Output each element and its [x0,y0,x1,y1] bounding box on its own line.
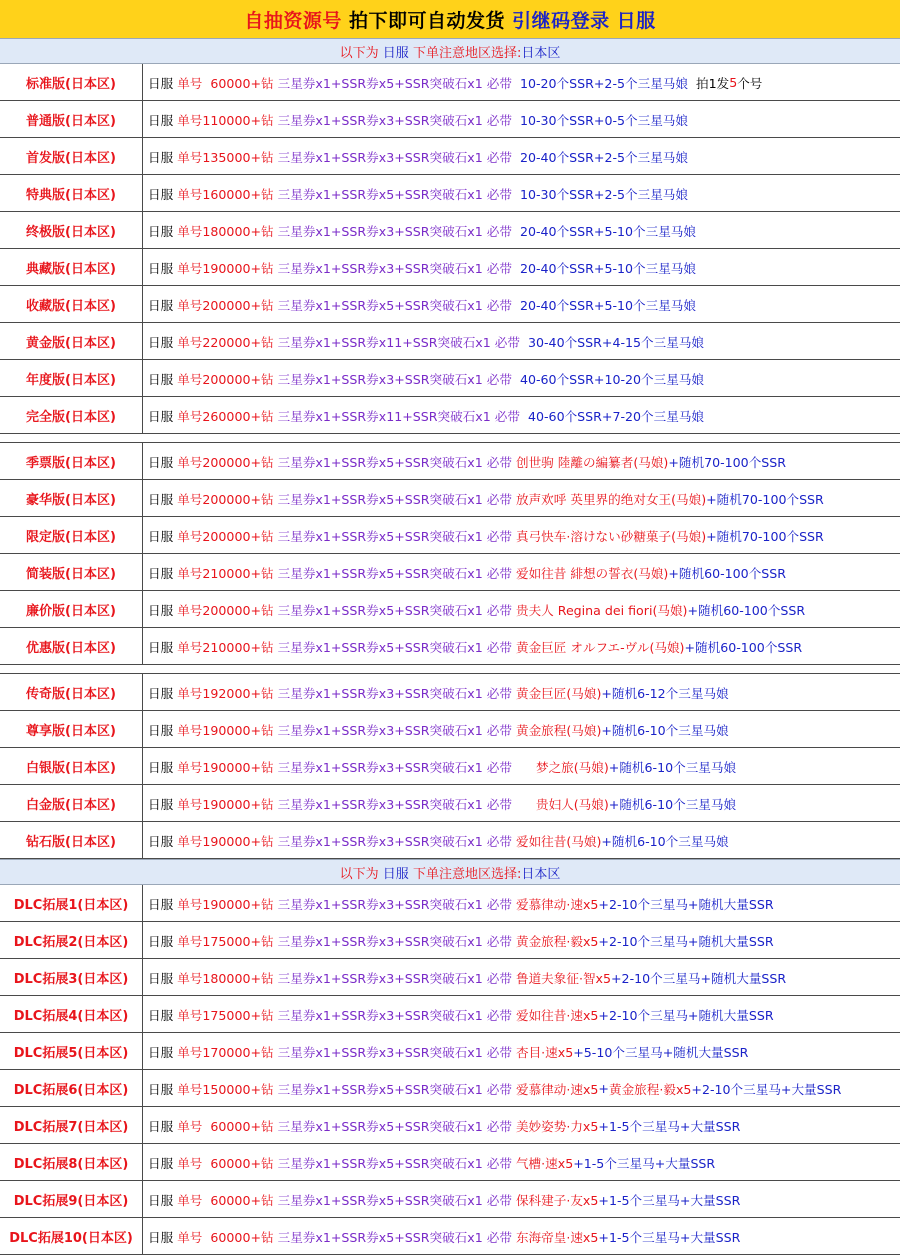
text-segment: 真弓快车·溶けない砂糖菓子(马娘) [515,528,707,544]
edition-name: 黄金版(日本区) [0,323,143,359]
text-segment: 必带 [486,639,516,655]
edition-description [143,591,900,627]
table-row [0,885,900,922]
table-row [0,101,900,138]
text-segment: 日服 [148,1155,178,1171]
text-segment: 必带 [486,1118,516,1134]
text-segment: 日服 [148,1192,178,1208]
text-segment: 日服 [148,833,178,849]
table-row [0,674,900,711]
edition-description [143,885,900,921]
text-segment: +随机6-10个三星马娘 [608,796,737,812]
table-row [0,286,900,323]
text-segment: 日服 [148,602,178,618]
text-segment: 必带 [486,297,520,313]
text-segment: 创世驹 陸離の編纂者(马娘) [515,454,669,470]
edition-name: 季票版(日本区) [0,443,143,479]
edition-name: 廉价版(日本区) [0,591,143,627]
text-segment: 爱慕律动·速x5 [515,896,599,912]
text-segment: +随机70-100个SSR [668,454,787,470]
text-segment: 鲁道夫象征·智x5 [515,970,611,986]
table-row [0,175,900,212]
edition-description [143,922,900,958]
text-segment: 日服 [148,933,178,949]
text-segment: 日服 [148,1081,178,1097]
text-segment: 日服 [148,722,178,738]
edition-description [143,554,900,590]
text-segment: 单号190000+钻 [177,796,278,812]
text-segment: 单号150000+钻 [177,1081,278,1097]
text-segment: 气槽·速x5 [515,1155,574,1171]
text-segment: 必带 [486,1081,516,1097]
table-row [0,996,900,1033]
text-segment: 必带 [486,602,516,618]
text-segment: 爱如往昔 緋想の誓衣(马娘) [515,565,669,581]
text-segment: 放声欢呼 英里界的绝对女王(马娘) [515,491,707,507]
edition-name: 优惠版(日本区) [0,628,143,664]
text-segment: 必带 [486,685,516,701]
edition-description [143,101,900,137]
text-segment: 日服 [148,896,178,912]
text-segment: 单号180000+钻 [177,223,278,239]
text-segment: 日服 [148,1007,178,1023]
text-segment: 单号210000+钻 [177,565,278,581]
text-segment: 梦之旅(马娘) [535,759,609,775]
text-segment: 三星券x1+SSR券x5+SSR突破石x1 [277,565,487,581]
text-segment: 必带 [486,149,520,165]
table-row [0,554,900,591]
text-segment: 必带 [486,970,516,986]
text-segment: 爱如往昔·速x5 [515,1007,599,1023]
edition-name: DLC拓展9(日本区) [0,1181,143,1217]
text-segment: 单号200000+钻 [177,371,278,387]
text-segment: 三星券x1+SSR券x5+SSR突破石x1 [277,75,487,91]
group-divider [0,665,900,674]
edition-name: 白银版(日本区) [0,748,143,784]
text-segment: 自抽资源号 [244,9,349,32]
text-segment: +随机6-12个三星马娘 [601,685,729,701]
text-segment: 必带 [494,334,528,350]
table-row [0,443,900,480]
text-segment: 拍下即可自动发货 [348,9,513,32]
table-row [0,360,900,397]
text-segment: 20-40个SSR+5-10个三星马娘 [519,260,696,276]
text-segment: 必带 [486,759,536,775]
text-segment: 日服 [148,1229,178,1245]
table-row [0,1107,900,1144]
edition-name: DLC拓展4(日本区) [0,996,143,1032]
text-segment: 日服 [148,260,178,276]
text-segment: 40-60个SSR+7-20个三星马娘 [527,408,705,424]
text-segment: 单号175000+钻 [177,933,278,949]
text-segment: 必带 [486,528,516,544]
text-segment: 日服 [148,186,178,202]
text-segment: 单号200000+钻 [177,491,278,507]
text-segment: +1-5个三星马+大量SSR [598,1118,741,1134]
text-segment: 黄金旅程(马娘) [515,722,602,738]
text-segment: 5 [729,74,738,90]
text-segment: 40-60个SSR+10-20个三星马娘 [519,371,705,387]
text-segment: 单号192000+钻 [177,685,278,701]
edition-name: 白金版(日本区) [0,785,143,821]
table-row [0,1070,900,1107]
edition-name: 传奇版(日本区) [0,674,143,710]
table-row [0,64,900,101]
text-segment: 日服 [148,528,178,544]
text-segment: 必带 [486,223,520,239]
text-segment: 三星券x1+SSR券x3+SSR突破石x1 [277,371,487,387]
edition-description [143,822,900,858]
edition-description [143,286,900,322]
edition-name: 完全版(日本区) [0,397,143,433]
text-segment: 单号180000+钻 [177,970,278,986]
text-segment: 三星券x1+SSR券x3+SSR突破石x1 [277,722,487,738]
text-segment: 日服 [148,149,178,165]
edition-description [143,996,900,1032]
edition-description [143,443,900,479]
edition-name: 尊享版(日本区) [0,711,143,747]
text-segment: 三星券x1+SSR券x3+SSR突破石x1 [277,112,487,128]
text-segment: 日服 [148,454,178,470]
text-segment: + [598,1080,609,1096]
text-segment: 10-30个SSR+0-5个三星马娘 [519,112,688,128]
text-segment: 三星券x1+SSR券x3+SSR突破石x1 [277,933,487,949]
table-row [0,323,900,360]
text-segment: 单号 60000+钻 [177,1192,278,1208]
text-segment: 东海帝皇·速x5 [515,1229,599,1245]
text-segment: 三星券x1+SSR券x3+SSR突破石x1 [277,685,487,701]
text-segment: 黄金旅程·毅x5 [608,1081,692,1097]
text-segment: 美妙姿势·力x5 [515,1118,599,1134]
text-segment: 必带 [486,896,516,912]
text-segment: 三星券x1+SSR券x5+SSR突破石x1 [277,1229,487,1245]
edition-name: 年度版(日本区) [0,360,143,396]
edition-name: 钻石版(日本区) [0,822,143,858]
text-segment: 单号190000+钻 [177,896,278,912]
edition-description [143,674,900,710]
table-row [0,1144,900,1181]
text-segment: 单号175000+钻 [177,1007,278,1023]
edition-description [143,1144,900,1180]
text-segment: 单号170000+钻 [177,1044,278,1060]
edition-name: 普通版(日本区) [0,101,143,137]
text-segment: 单号160000+钻 [177,186,278,202]
table-row [0,249,900,286]
text-segment: +随机6-10个三星马娘 [608,759,737,775]
edition-description [143,397,900,433]
text-segment: 必带 [486,454,516,470]
text-segment: 三星券x1+SSR券x11+SSR突破石x1 [277,334,495,350]
text-segment: 以下为 [339,45,383,61]
edition-name: 简装版(日本区) [0,554,143,590]
edition-name: DLC拓展6(日本区) [0,1070,143,1106]
text-segment: +随机60-100个SSR [684,639,803,655]
text-segment: 三星券x1+SSR券x11+SSR突破石x1 [277,408,495,424]
edition-description [143,64,900,100]
text-segment: 必带 [486,1192,516,1208]
text-segment: 必带 [486,722,516,738]
text-segment: 单号200000+钻 [177,454,278,470]
text-segment: 三星券x1+SSR券x3+SSR突破石x1 [277,796,487,812]
edition-description [143,1070,900,1106]
edition-name: 终极版(日本区) [0,212,143,248]
group-divider [0,434,900,443]
edition-name: 特典版(日本区) [0,175,143,211]
text-segment: 日服 [148,371,178,387]
text-segment: 必带 [486,565,516,581]
text-segment: +2-10个三星马+随机大量SSR [598,896,774,912]
text-segment: 三星券x1+SSR券x3+SSR突破石x1 [277,833,487,849]
text-segment: +1-5个三星马+大量SSR [573,1155,716,1171]
text-segment: 必带 [486,186,520,202]
text-segment: 三星券x1+SSR券x3+SSR突破石x1 [277,759,487,775]
text-segment: 20-40个SSR+5-10个三星马娘 [519,297,696,313]
text-segment: +随机60-100个SSR [668,565,787,581]
text-segment: +2-10个三星马+随机大量SSR [598,1007,774,1023]
edition-description [143,480,900,516]
text-segment: 三星券x1+SSR券x5+SSR突破石x1 [277,491,487,507]
edition-description [143,517,900,553]
edition-name: DLC拓展2(日本区) [0,922,143,958]
table-row [0,1218,900,1255]
edition-name: DLC拓展8(日本区) [0,1144,143,1180]
text-segment: 爱如往昔(马娘) [515,833,602,849]
text-segment: 必带 [486,1155,516,1171]
text-segment: +1-5个三星马+大量SSR [598,1192,741,1208]
text-segment: +1-5个三星马+大量SSR [598,1229,741,1245]
text-segment: 日服 [148,297,178,313]
text-segment: 日服 [148,408,178,424]
edition-description [143,748,900,784]
text-segment: 三星券x1+SSR券x5+SSR突破石x1 [277,1155,487,1171]
text-segment: 三星券x1+SSR券x5+SSR突破石x1 [277,1118,487,1134]
text-segment: 杏目·速x5 [515,1044,574,1060]
text-segment: 贵妇人(马娘) [535,796,609,812]
text-segment: 三星券x1+SSR券x5+SSR突破石x1 [277,1081,487,1097]
text-segment: 三星券x1+SSR券x3+SSR突破石x1 [277,260,487,276]
text-segment: +5-10个三星马+随机大量SSR [573,1044,749,1060]
text-segment: 单号190000+钻 [177,759,278,775]
title-text [244,6,655,33]
table-row [0,517,900,554]
text-segment: 三星券x1+SSR券x3+SSR突破石x1 [277,1044,487,1060]
text-segment: 三星券x1+SSR券x5+SSR突破石x1 [277,1192,487,1208]
edition-description [143,212,900,248]
text-segment: 必带 [486,491,516,507]
text-segment: +随机70-100个SSR [706,491,824,507]
text-segment: 日服 [148,639,178,655]
text-segment: 三星券x1+SSR券x5+SSR突破石x1 [277,297,487,313]
edition-name: DLC拓展10(日本区) [0,1218,143,1254]
text-segment: +随机60-100个SSR [687,602,806,618]
edition-name: DLC拓展3(日本区) [0,959,143,995]
title-bar [0,0,900,39]
table-row [0,628,900,665]
edition-description [143,175,900,211]
edition-description [143,1033,900,1069]
edition-description [143,711,900,747]
edition-name: 收藏版(日本区) [0,286,143,322]
text-segment: 单号190000+钻 [177,722,278,738]
edition-description [143,1218,900,1254]
text-segment: 日服 [148,112,178,128]
text-segment: 日服 [148,565,178,581]
text-segment: 保科建子·友x5 [515,1192,599,1208]
edition-name: 典藏版(日本区) [0,249,143,285]
text-segment: 日服 [382,45,413,61]
text-segment: 10-20个SSR+2-5个三星马娘 [519,75,696,91]
text-segment: 必带 [486,933,516,949]
text-segment: 三星券x1+SSR券x3+SSR突破石x1 [277,970,487,986]
text-segment: 单号260000+钻 [177,408,278,424]
text-segment: 日本区 [521,866,561,882]
text-segment: 日服 [148,491,178,507]
text-segment: 必带 [486,75,520,91]
text-segment: 以下为 [339,866,383,882]
edition-name: DLC拓展7(日本区) [0,1107,143,1143]
text-segment: +2-10个三星马+随机大量SSR [611,970,787,986]
text-segment: 日服 [148,759,178,775]
table-row [0,212,900,249]
edition-description [143,785,900,821]
table-row [0,138,900,175]
text-segment: 必带 [486,260,520,276]
table-row [0,1033,900,1070]
text-segment: 黄金旅程·毅x5 [515,933,599,949]
text-segment: 必带 [486,1007,516,1023]
text-segment: +2-10个三星马+随机大量SSR [598,933,774,949]
text-segment: 日服 [148,223,178,239]
text-segment: +随机70-100个SSR [706,528,824,544]
edition-description [143,323,900,359]
text-segment: +随机6-10个三星马娘 [601,722,729,738]
text-segment: 单号110000+钻 [177,112,278,128]
text-segment: 下单注意地区选择: [412,866,522,882]
edition-description [143,360,900,396]
table-row [0,748,900,785]
table-row [0,397,900,434]
text-segment: 日服 [148,796,178,812]
text-segment: +2-10个三星马+大量SSR [691,1081,842,1097]
text-segment: 日本区 [521,45,561,61]
text-segment: 20-40个SSR+2-5个三星马娘 [519,149,688,165]
text-segment: 日服 [148,1044,178,1060]
text-segment: 日服 [148,75,178,91]
table-row [0,711,900,748]
text-segment: 单号 60000+钻 [177,75,278,91]
text-segment: 个号 [737,75,763,91]
text-segment: 单号200000+钻 [177,297,278,313]
text-segment: 日服 [148,1118,178,1134]
table-row [0,822,900,859]
text-segment: 20-40个SSR+5-10个三星马娘 [519,223,696,239]
edition-name: 限定版(日本区) [0,517,143,553]
edition-name: 标准版(日本区) [0,64,143,100]
table-row [0,922,900,959]
text-segment: 三星券x1+SSR券x5+SSR突破石x1 [277,528,487,544]
text-segment: 黄金巨匠(马娘) [515,685,602,701]
edition-description [143,959,900,995]
edition-name: DLC拓展5(日本区) [0,1033,143,1069]
edition-description [143,1107,900,1143]
edition-description [143,138,900,174]
text-segment: 单号 60000+钻 [177,1155,278,1171]
text-segment: 必带 [494,408,528,424]
text-segment: 日服 [148,685,178,701]
text-segment: 三星券x1+SSR券x5+SSR突破石x1 [277,639,487,655]
text-segment: 必带 [486,833,516,849]
text-segment: 三星券x1+SSR券x5+SSR突破石x1 [277,186,487,202]
section-header-top [0,38,900,64]
text-segment: 三星券x1+SSR券x3+SSR突破石x1 [277,1007,487,1023]
text-segment: 贵夫人 Regina dei fiori(马娘) [515,602,688,618]
text-segment: 单号210000+钻 [177,639,278,655]
edition-name: 豪华版(日本区) [0,480,143,516]
text-segment: 单号220000+钻 [177,334,278,350]
table-row [0,480,900,517]
edition-name: 首发版(日本区) [0,138,143,174]
text-segment: 三星券x1+SSR券x3+SSR突破石x1 [277,149,487,165]
text-segment: 三星券x1+SSR券x3+SSR突破石x1 [277,896,487,912]
section-header-dlc [0,859,900,885]
text-segment: +随机6-10个三星马娘 [601,833,729,849]
text-segment: 三星券x1+SSR券x3+SSR突破石x1 [277,223,487,239]
text-segment: 下单注意地区选择: [412,45,522,61]
text-segment: 黄金巨匠 オルフエ-ヴル(马娘) [515,639,685,655]
text-segment: 爱慕律动·速x5 [515,1081,599,1097]
text-segment: 10-30个SSR+2-5个三星马娘 [519,186,688,202]
text-segment: 单号200000+钻 [177,602,278,618]
edition-description [143,628,900,664]
text-segment: 日服 [148,970,178,986]
table-row [0,785,900,822]
text-segment: 日服 [382,866,413,882]
text-segment: 拍1发 [695,75,730,91]
text-segment: 日服 [148,334,178,350]
table-row [0,591,900,628]
table-row [0,1181,900,1218]
text-segment: 必带 [486,796,536,812]
text-segment: 单号190000+钻 [177,833,278,849]
text-segment: 必带 [486,1044,516,1060]
text-segment: 必带 [486,371,520,387]
table-row [0,959,900,996]
text-segment: 引继码登录 日服 [512,9,656,32]
text-segment: 单号190000+钻 [177,260,278,276]
text-segment: 单号 60000+钻 [177,1229,278,1245]
text-segment: 三星券x1+SSR券x5+SSR突破石x1 [277,602,487,618]
text-segment: 必带 [486,112,520,128]
text-segment: 30-40个SSR+4-15个三星马娘 [527,334,705,350]
text-segment: 单号200000+钻 [177,528,278,544]
text-segment: 必带 [486,1229,516,1245]
edition-description [143,249,900,285]
text-segment: 单号 60000+钻 [177,1118,278,1134]
edition-name: DLC拓展1(日本区) [0,885,143,921]
text-segment: 三星券x1+SSR券x5+SSR突破石x1 [277,454,487,470]
text-segment: 单号135000+钻 [177,149,278,165]
edition-description [143,1181,900,1217]
